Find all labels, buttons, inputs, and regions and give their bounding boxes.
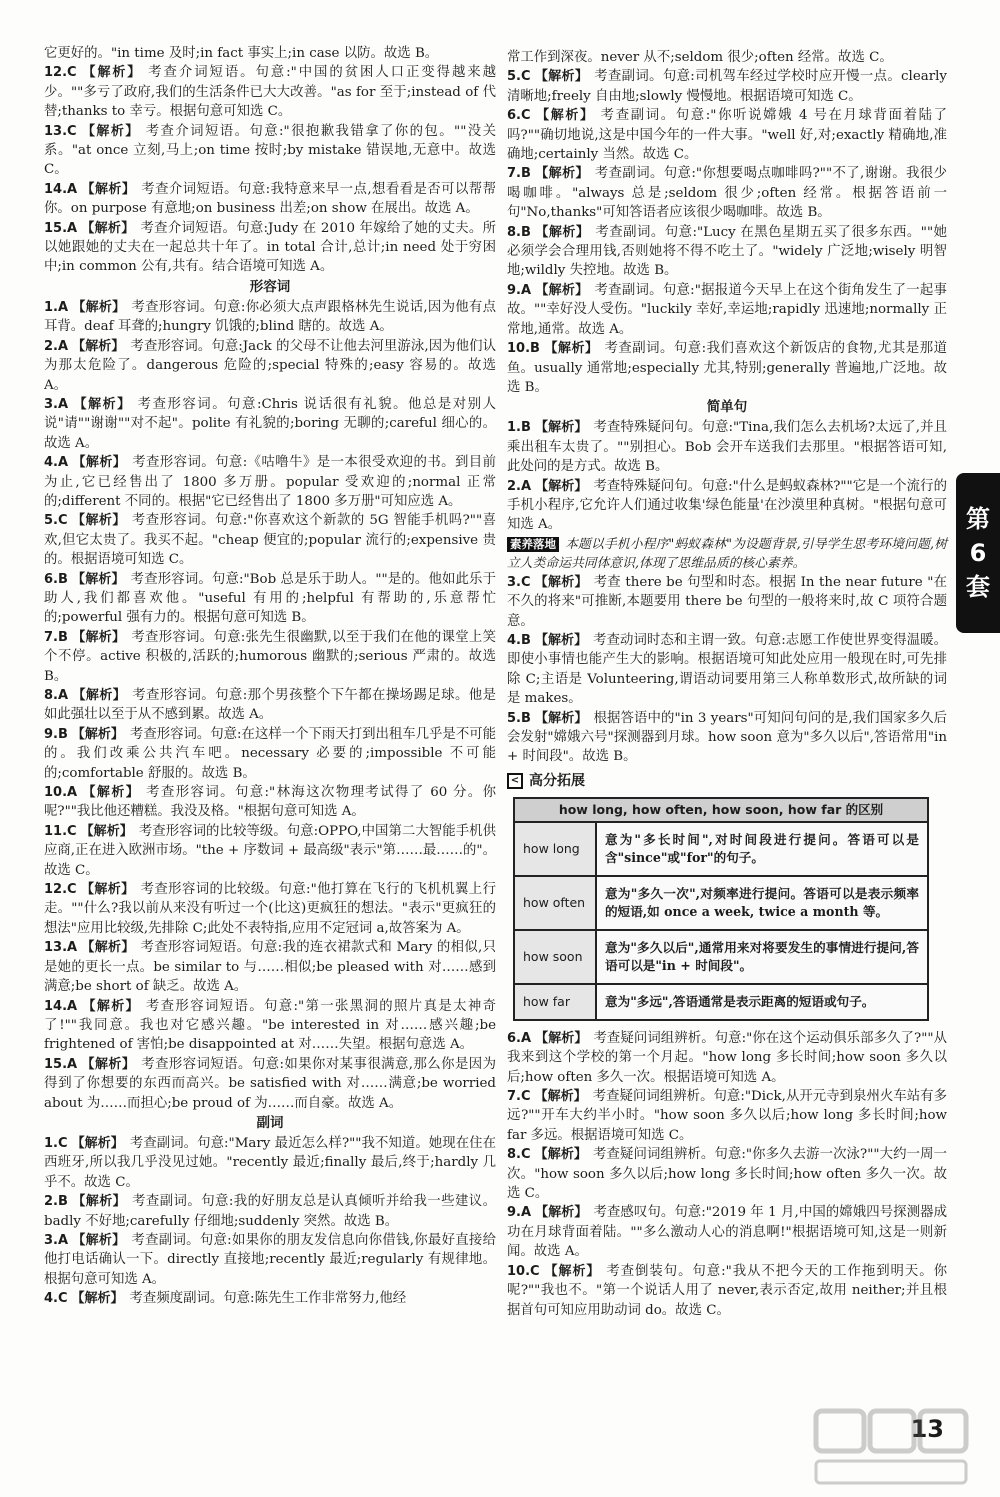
analysis-tag: 【解析】: [534, 710, 588, 726]
analysis-tag: 【解析】: [71, 513, 126, 529]
answer-letter: A: [67, 785, 78, 801]
set-number-tab: [956, 473, 1000, 633]
question-number: 9.: [507, 1205, 521, 1221]
analysis-tag: 【解析】: [81, 785, 141, 801]
answer-item: [44, 44, 496, 63]
question-number: 8.: [507, 224, 521, 240]
analysis-tag: 【解析】: [72, 396, 132, 412]
explanation-text: 考查动词时态和主谓一致。句意:志愿工作使世界变得温暖。即使小事情也能产生大的影响。根据语境可知此处应用一般现在时,可先排除 C;主语是 Volunteering,谓语动词要用第三人称单数形式,故所缺的词是 makes。: [507, 632, 947, 707]
answer-letter: C: [520, 574, 531, 590]
answer-letter: C: [520, 1089, 531, 1105]
explanation-text: 考查疑问词组辨析。句意:"Dick,从开元寺到泉州火车站有多远?""开车大约半小时。"how soon 多久以后;how long 多长时间;how far 多远。根据语境可知选 C。: [507, 1089, 947, 1143]
extension-row-desc: 意为"多长时间",对时间段进行提问。答语可以是含"since"或"for"的句子。: [596, 822, 928, 876]
question-number: 14.: [44, 998, 68, 1014]
question-number: 4.: [44, 455, 58, 471]
answer-letter: B: [520, 224, 531, 240]
answer-letter: C: [67, 882, 77, 898]
answer-item: [507, 106, 947, 164]
analysis-tag: 【解析】: [72, 299, 126, 315]
explanation-text: 考查疑问词组辨析。句意:"你多久去游一次泳?""大约一周一次。"how soon 多久以后;how long 多长时间;how often 多久一次。故选 C。: [507, 1147, 947, 1202]
analysis-tag: 【解析】: [71, 571, 125, 587]
explanation-text: 考查特殊疑问句。句意:"什么是蚂蚁森林?""它是一个流行的手机小程序,它允许人们通过收集'绿色能量'在沙漠里种真树。"根据句意可知选 A。: [507, 478, 947, 533]
answer-letter: A: [67, 998, 78, 1014]
analysis-tag: 【解析】: [535, 478, 588, 494]
answer-item: [507, 1029, 947, 1087]
answer-item: [507, 573, 947, 631]
answer-letter: A: [520, 478, 532, 494]
answer-letter: A: [67, 1056, 78, 1072]
analysis-tag: 【解析】: [71, 726, 124, 742]
analysis-tag: 【解析】: [534, 108, 595, 124]
explanation-text: 考查副词。句意:"Mary 最近怎么样?""我不知道。她现在住在西班牙,所以我几乎没见过她。"recently 最近;finally 最后,终于;hardly 几乎不。故选 C。: [44, 1135, 496, 1190]
answer-item: [507, 1203, 947, 1261]
answer-item: [44, 219, 496, 277]
question-number: 3.: [44, 396, 58, 412]
question-number: 10.: [507, 1263, 531, 1279]
explanation-text: 考查副词。句意:如果你的朋友发信息向你借钱,你最好直接给他打电话确认一下。directly 直接地;recently 最近;regularly 有规律地。根据句意可知选 A。: [44, 1232, 496, 1287]
answer-letter: A: [57, 396, 69, 412]
analysis-tag: 【解析】: [80, 882, 135, 898]
explanation-text: 考查倒装句。句意:"我从不把今天的工作拖到明天。你呢?""我也不。"第一个说话人用了 never,表示否定,故用 neither;并且根据首句可知应用助动词 do。故选 C。: [507, 1263, 947, 1318]
answer-item: [44, 1231, 496, 1289]
answer-item: [44, 783, 496, 822]
question-number: 3.: [507, 574, 521, 590]
explanation-text: 考查 there be 句型和时态。根据 In the near future "在不久的将来"可推断,本题要用 there be 句型的一般将来时,故 C 项符合题意。: [507, 574, 947, 629]
explanation-text: 考查形容词的比较等级。句意:OPPO,中国第二大智能手机供应商,正在进入欧洲市场。"the + 序数词 + 最高级"表示"第……最……的"。故选 C。: [44, 823, 496, 878]
question-number: 7.: [507, 1089, 521, 1105]
answer-item: [44, 938, 496, 996]
question-number: 6.: [44, 571, 58, 587]
explanation-text: 考查形容词的比较级。句意:"他打算在飞行的飞机机翼上行走。""什么?我以前从来没有听过一个(比这)更疯狂的想法。"表示"更疯狂的想法"应用比较级,先排除 C;此处不表特指,应用不定冠词 a,故答案为 A。: [44, 882, 496, 936]
analysis-tag: 【解析】: [72, 688, 127, 703]
extension-row-desc: 意为"多久一次",对频率进行提问。答语可以是表示频率的短语,如 once a week, twice a month 等。: [596, 876, 928, 930]
extension-table: [513, 797, 929, 1021]
answer-letter: C: [520, 1147, 531, 1163]
explanation-text: 它更好的。"in time 及时;in fact 事实上;in case 以防。故选 B。: [44, 46, 439, 61]
explanation-text: 考查形容词。句意:"你喜欢这个新款的 5G 智能手机吗?""喜欢,但它太贵了。我买不起。"cheap 便宜的;popular 流行的;expensive 贵的。根据语境可知选 C。: [44, 513, 496, 568]
answer-item: [507, 48, 947, 67]
analysis-tag: 【解析】: [534, 69, 589, 85]
right-column-bottom: [507, 1029, 947, 1320]
question-number: 1.: [44, 299, 58, 315]
extension-row-key: how often: [514, 876, 596, 930]
question-number: 12.: [44, 882, 68, 898]
explanation-text: 考查形容词。句意:Jack 的父母不让他去河里游泳,因为他们认为那太危险了。dangerous 危险的;special 特殊的;easy 容易的。故选 A。: [44, 338, 496, 393]
answer-letter: B: [520, 632, 531, 648]
extension-row-desc: 意为"多久以后",通常用来对将要发生的事情进行提问,答语可以是"in + 时间段"。: [596, 930, 928, 984]
answer-letter: A: [67, 940, 78, 956]
question-number: 13.: [44, 940, 68, 956]
extension-row: [514, 930, 928, 984]
question-number: 2.: [44, 1194, 58, 1210]
question-number: 10.: [507, 341, 531, 357]
answer-letter: B: [520, 420, 531, 436]
question-number: 7.: [507, 166, 521, 182]
answer-item: [507, 631, 947, 709]
answer-letter: B: [520, 166, 531, 182]
answer-item: [507, 418, 947, 476]
explanation-text: 考查形容词。句意:在这样一个下雨天打到出租车几乎是不可能的。我们改乘公共汽车吧。necessary 必要的;impossible 不可能的;comfortable 舒服的。故选 B。: [44, 726, 496, 781]
analysis-tag: 【解析】: [534, 574, 588, 590]
question-number: 8.: [44, 688, 58, 703]
analysis-tag: 【解析】: [72, 338, 125, 354]
answer-letter: C: [67, 823, 77, 839]
watermark-logo: [812, 1405, 972, 1491]
answer-letter: C: [520, 108, 531, 124]
answer-item: [507, 339, 947, 397]
explanation-text: 考查形容词。句意:"林海这次物理考试得了 60 分。你呢?""我比他还糟糕。我没及格。"根据句意可知选 A。: [44, 785, 496, 820]
explanation-text: 考查介词短语。句意:"中国的贫困人口正变得越来越少。""多亏了政府,我们的生活条件已大大改善。"as for 至于;instead of 代替;thanks to 幸亏。根据句意可知选 C。: [44, 65, 496, 120]
question-number: 12.: [44, 65, 68, 81]
explanation-text: 考查感叹句。句意:"2019 年 1 月,中国的嫦娥四号探测器成功在月球背面着陆。""多么激动人心的消息啊!"根据语境可知,这是一则新闻。故选 A。: [507, 1205, 947, 1260]
question-number: 1.: [507, 420, 521, 436]
answer-item: [507, 1262, 947, 1320]
explanation-text: 考查介词短语。句意:我特意来早一点,想看看是否可以帮帮你。on purpose 有意地;on business 出差;on show 在展出。故选 A。: [44, 181, 496, 217]
question-number: 6.: [507, 108, 521, 124]
set-tab-line3: 套: [966, 573, 990, 601]
analysis-tag: 【解析】: [534, 632, 588, 648]
literacy-note: [507, 535, 947, 573]
explanation-text: 考查介词短语。句意:Judy 在 2010 年嫁给了她的丈夫。所以她跟她的丈夫在一起总共十年了。in total 合计,总计;in need 处于穷困中;in common 公有,共有。结合语境可知选 A。: [44, 220, 496, 275]
question-number: 15.: [44, 220, 68, 236]
extension-row-desc: 意为"多远",答语通常是表示距离的短语或句子。: [596, 984, 928, 1020]
analysis-tag: 【解析】: [81, 220, 135, 236]
left-column: [44, 44, 496, 1309]
explanation-text: 考查副词。句意:司机驾车经过学校时应开慢一点。clearly 清晰地;freely 自由地;slowly 慢慢地。根据语境可知选 C。: [507, 69, 947, 104]
question-number: 4.: [507, 632, 521, 648]
question-number: 5.: [44, 513, 58, 529]
explanation-text: 考查副词。句意:"Lucy 在黑色星期五买了很多东西。""她必须学会合理用钱,否则她将不得不吃土了。"widely 广泛地;wisely 明智地;wildly 失控地。故选 B。: [507, 224, 947, 279]
answer-letter: A: [67, 220, 78, 236]
question-number: 7.: [44, 629, 58, 645]
answer-item: [44, 880, 496, 938]
analysis-tag: 【解析】: [81, 1056, 136, 1072]
explanation-text: 考查频度副词。句意:陈先生工作非常努力,他经: [129, 1291, 407, 1307]
analysis-tag: 【解析】: [81, 998, 140, 1014]
analysis-tag: 【解析】: [535, 1030, 588, 1046]
answer-letter: B: [520, 710, 531, 726]
question-number: 9.: [507, 282, 521, 298]
question-number: 3.: [44, 1232, 58, 1248]
explanation-text: 考查特殊疑问句。句意:"Tina,我们怎么去机场?太远了,并且乘出租车太贵了。""别担心。Bob 会开车送我们去那里。"根据答语可知,此处问的是方式。故选 B。: [507, 420, 947, 475]
answer-letter: C: [57, 513, 68, 529]
answer-letter: A: [520, 1030, 532, 1046]
question-number: 15.: [44, 1056, 68, 1072]
extension-row: [514, 984, 928, 1020]
section-heading: 副词: [256, 1114, 284, 1131]
answer-letter: B: [57, 629, 68, 645]
answer-item: [507, 223, 947, 281]
answer-letter: A: [57, 299, 69, 315]
analysis-tag: 【解析】: [534, 420, 588, 436]
analysis-tag: 【解析】: [543, 341, 599, 357]
explanation-text: 考查形容词短语。句意:"第一张黑洞的照片真是太神奇了!""我同意。我也对它感兴趣。"be interested in 对……感兴趣;be frightened of 害怕;be disappointed at 对……失望。根据句意选 A。: [44, 998, 496, 1053]
right-column: [507, 48, 947, 1320]
answer-item: [44, 63, 496, 121]
analysis-tag: 【解析】: [80, 823, 133, 839]
explanation-text: 考查疑问词组辨析。句意:"你在这个运动俱乐部多久了?""从我来到这个学校的第一个月起。"how long 多长时间;how soon 多久以后;how often 多久一次。根据语境可知选 A。: [507, 1030, 947, 1085]
extension-row-key: how soon: [514, 930, 596, 984]
answer-item: [44, 686, 496, 725]
explanation-text: 考查形容词。句意:《咕噜牛》是一本很受欢迎的书。到目前为止,它已经售出了 1800 多万册。popular 受欢迎的;normal 正常的;different 不同的。根据"它已经售出了 1800 多万册"可知应选 A。: [44, 455, 496, 509]
explanation-text: 考查副词。句意:我的好朋友总是认真倾听并给我一些建议。badly 不好地;carefully 仔细地;suddenly 突然。故选 B。: [44, 1194, 496, 1229]
extension-row: [514, 822, 928, 876]
answer-letter: B: [530, 341, 540, 357]
answer-item: [44, 180, 496, 219]
analysis-tag: 【解析】: [80, 65, 143, 81]
answer-item: [507, 281, 947, 339]
answer-letter: A: [520, 1205, 532, 1221]
section-heading: 形容词: [249, 278, 291, 295]
answer-item: [44, 453, 496, 511]
explanation-text: 考查副词。句意:"据报道今天早上在这个街角发生了一起事故。""幸好没人受伤。"luckily 幸好,幸运地;rapidly 迅速地;normally 正常地,通常。故选 A。: [507, 282, 947, 337]
explanation-text: 考查形容词短语。句意:如果你对某事很满意,那么你是因为得到了你想要的东西而高兴。be satisfied with 对……满意;be worried about 为……而担心;be proud of 为……而自豪。故选 A。: [44, 1056, 496, 1111]
answer-item: [44, 628, 496, 686]
analysis-tag: 【解析】: [535, 1205, 588, 1221]
literacy-badge: 素养落地: [507, 537, 559, 552]
question-number: 14.: [44, 181, 68, 197]
page-number: 13: [910, 1415, 944, 1443]
explanation-text: 常工作到深夜。never 从不;seldom 很少;often 经常。故选 C。: [507, 50, 893, 65]
explanation-text: 考查形容词。句意:那个男孩整个下午都在操场踢足球。他是如此强壮以至于从不感到累。故选 A。: [44, 688, 496, 723]
analysis-tag: 【解析】: [80, 123, 140, 139]
explanation-text: 根据答语中的"in 3 years"可知问句问的是,我们国家多久后会发射"嫦娥六号"探测器到月球。how soon 意为"多久以后",答语常用"in + 时间段"。故选 B。: [507, 710, 947, 765]
question-number: 5.: [507, 69, 521, 85]
analysis-tag: 【解析】: [72, 455, 127, 471]
set-tab-line2: 6: [969, 539, 987, 567]
answer-letter: A: [520, 282, 532, 298]
extension-row-key: how long: [514, 822, 596, 876]
analysis-tag: 【解析】: [71, 1135, 124, 1151]
question-number: 1.: [44, 1135, 58, 1151]
explanation-text: 考查形容词短语。句意:我的连衣裙款式和 Mary 的相似,只是她的更长一点。be similar to 与……相似;be pleased with 对……感到满意;be short of 缺乏。故选 A。: [44, 940, 496, 995]
answer-item: [44, 822, 496, 880]
answer-letter: C: [67, 65, 77, 81]
answer-letter: A: [57, 688, 69, 703]
set-tab-line1: 第: [966, 505, 990, 533]
answer-letter: A: [57, 455, 69, 471]
question-number: 2.: [507, 478, 521, 494]
analysis-tag: 【解析】: [534, 224, 590, 240]
answer-letter: C: [57, 1291, 68, 1307]
answer-letter: C: [530, 1263, 540, 1279]
answer-letter: A: [57, 1232, 69, 1248]
explanation-text: 考查副词。句意:我们喜欢这个新饭店的食物,尤其是那道鱼。usually 通常地;especially 尤其,特别;generally 普遍地,广泛地。故选 B。: [507, 341, 947, 395]
question-number: 9.: [44, 726, 58, 742]
answer-item: [44, 1289, 496, 1308]
answer-item: [44, 725, 496, 783]
explanation-text: 考查副词。句意:"你想要喝点咖啡吗?""不了,谢谢。我很少喝咖啡。"always 总是;seldom 很少;often 经常。根据答语前一句"No,thanks"可知答语者应该很少喝咖啡。故选 B。: [507, 166, 947, 221]
answer-letter: C: [520, 69, 531, 85]
answer-item: [507, 67, 947, 106]
explanation-text: 考查形容词。句意:"Bob 总是乐于助人。""是的。他如此乐于助人,我们都喜欢他。"useful 有用的;helpful 有帮助的,乐意帮忙的;powerful 强有力的。根据句意可知选 B。: [44, 571, 496, 626]
analysis-tag: 【解析】: [534, 1089, 587, 1105]
question-number: 2.: [44, 338, 58, 354]
extension-heading: [507, 769, 947, 793]
answer-item: [44, 122, 496, 180]
answer-item: [44, 395, 496, 453]
question-number: 4.: [44, 1291, 58, 1307]
extension-row: [514, 876, 928, 930]
extension-title: 高分拓展: [529, 772, 585, 789]
share-icon: <: [507, 773, 523, 789]
answer-item: [44, 1055, 496, 1113]
answer-item: [44, 997, 496, 1055]
answer-item: [507, 164, 947, 222]
answer-item: [44, 511, 496, 569]
question-number: 10.: [44, 785, 68, 801]
answer-item: [44, 298, 496, 337]
answer-letter: A: [57, 338, 69, 354]
explanation-text: 考查形容词。句意:你必须大点声跟格林先生说话,因为他有点耳背。deaf 耳聋的;hungry 饥饿的;blind 瞎的。故选 A。: [44, 299, 496, 335]
answer-item: [44, 337, 496, 395]
explanation-text: 考查介词短语。句意:"很抱歉我错拿了你的包。""没关系。"at once 立刻,马上;on time 按时;by mistake 错误地,无意中。故选 C。: [44, 123, 496, 178]
answer-item: [44, 1134, 496, 1192]
answer-item: [44, 1192, 496, 1231]
question-number: 6.: [507, 1030, 521, 1046]
answer-letter: A: [67, 181, 78, 197]
extension-row-key: how far: [514, 984, 596, 1020]
analysis-tag: 【解析】: [71, 1291, 124, 1307]
answer-item: [507, 709, 947, 767]
answer-item: [507, 477, 947, 535]
answer-item: [507, 1145, 947, 1203]
analysis-tag: 【解析】: [81, 181, 136, 197]
extension-table-caption: how long, how often, how soon, how far 的区别: [513, 797, 929, 821]
section-heading: 简单句: [706, 399, 748, 416]
analysis-tag: 【解析】: [71, 629, 126, 645]
analysis-tag: 【解析】: [72, 1232, 126, 1248]
analysis-tag: 【解析】: [535, 282, 589, 298]
answer-letter: B: [57, 571, 68, 587]
explanation-text: 考查形容词。句意:Chris 说话很有礼貌。他总是对别人说"请""谢谢""对不起"。polite 有礼貌的;boring 无聊的;careful 细心的。故选 A。: [44, 396, 496, 451]
answer-letter: C: [57, 1135, 68, 1151]
right-column-top: [507, 48, 947, 767]
analysis-tag: 【解析】: [81, 940, 135, 956]
answer-letter: B: [57, 1194, 68, 1210]
answer-item: [507, 1087, 947, 1145]
analysis-tag: 【解析】: [71, 1194, 127, 1210]
answer-letter: B: [57, 726, 68, 742]
analysis-tag: 【解析】: [534, 1147, 588, 1163]
question-number: 5.: [507, 710, 521, 726]
answer-item: [44, 570, 496, 628]
question-number: 13.: [44, 123, 68, 139]
literacy-text: 本题以手机小程序"蚂蚁森林"为设题背景,引导学生思考环境问题,树立人类命运共同体意识,体现了思维品质的核心素养。: [507, 536, 947, 571]
analysis-tag: 【解析】: [543, 1263, 601, 1279]
explanation-text: 考查形容词。句意:张先生很幽默,以至于我们在他的课堂上笑个不停。active 积极的,活跃的;humorous 幽默的;serious 严肃的。故选 B。: [44, 629, 496, 684]
question-number: 11.: [44, 823, 68, 839]
answer-letter: C: [67, 123, 77, 139]
analysis-tag: 【解析】: [534, 166, 589, 182]
explanation-text: 考查副词。句意:"你听说嫦娥 4 号在月球背面着陆了吗?""确切地说,这是中国今年的一件大事。"well 好,对;exactly 精确地,准确地;certainly 当然。故选 C。: [507, 108, 947, 163]
question-number: 8.: [507, 1147, 521, 1163]
